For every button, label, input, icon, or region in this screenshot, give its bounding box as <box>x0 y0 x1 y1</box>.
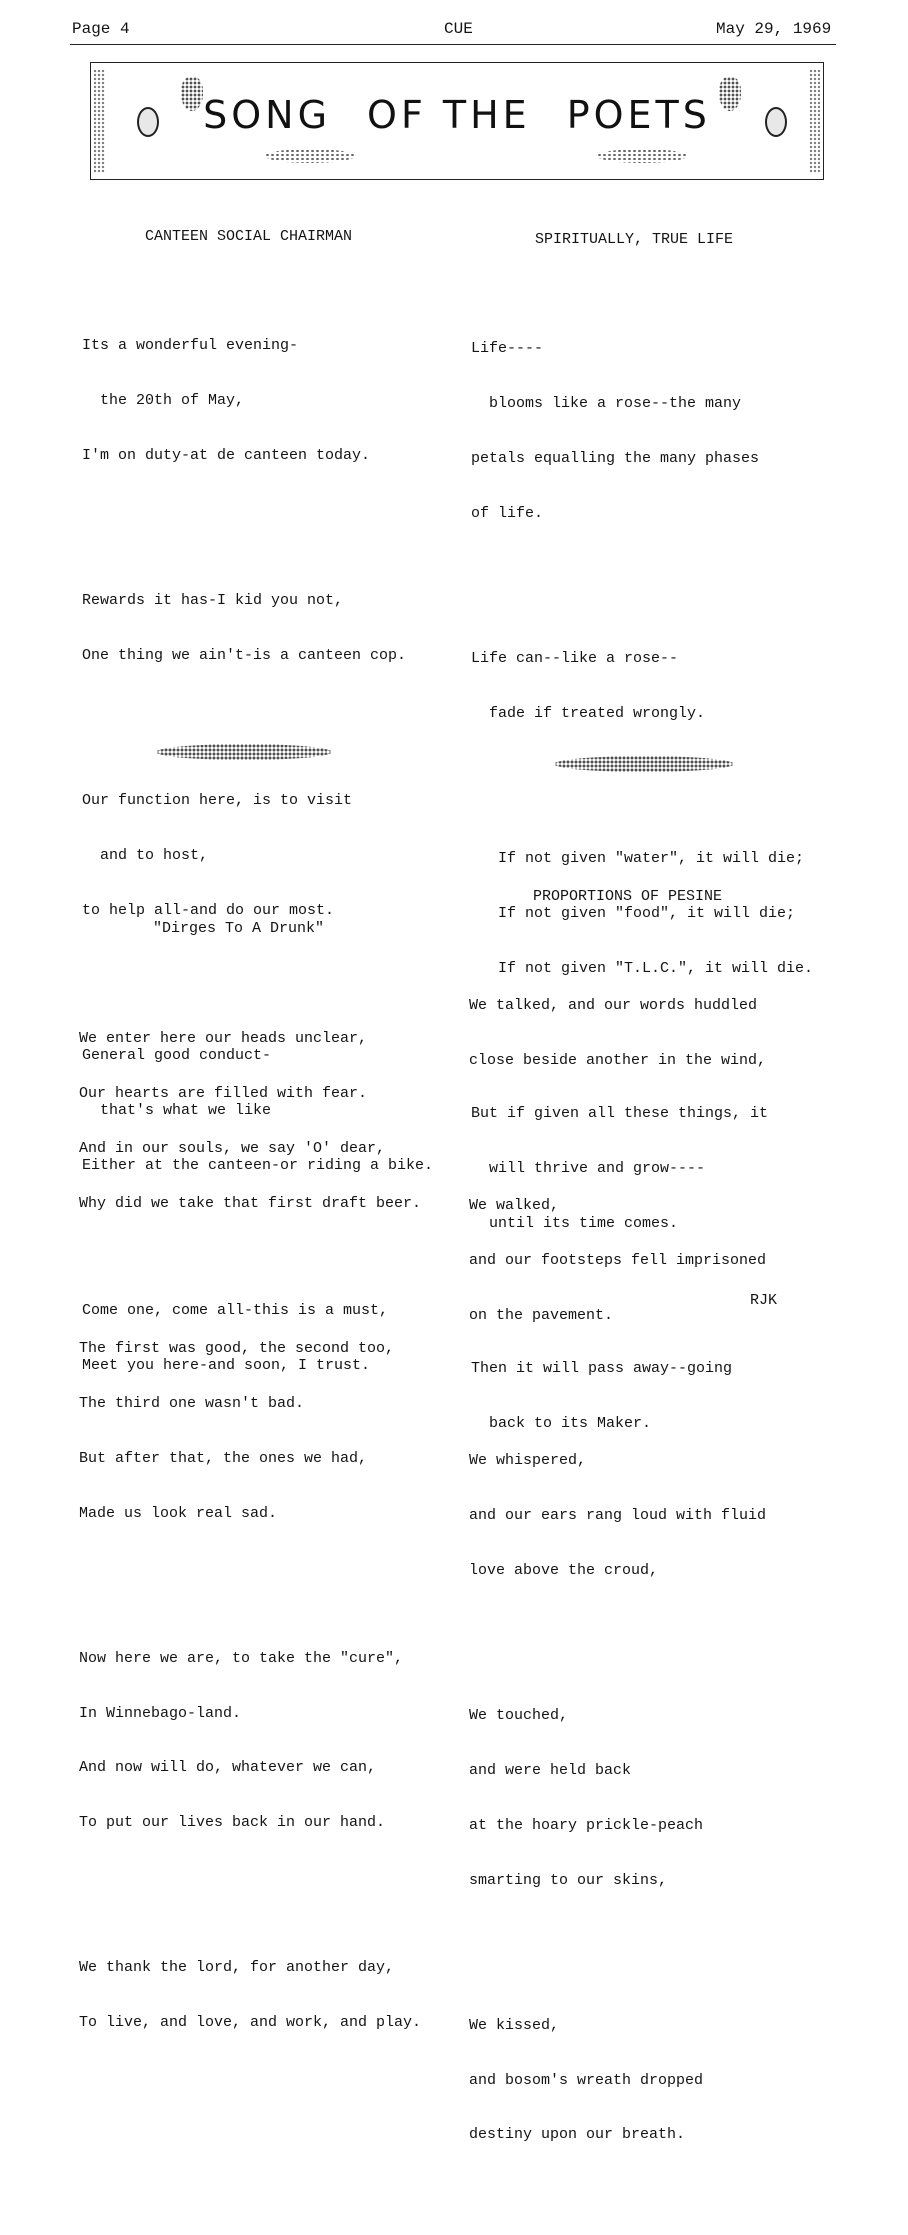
banner-title-word: OF THE <box>367 93 531 137</box>
stanza <box>469 1670 766 1926</box>
poem-line: smarting to our skins, <box>469 1871 668 1889</box>
poem-title: CANTEEN SOCIAL CHAIRMAN <box>145 228 353 245</box>
poem-line: Why did we take that first draft beer. <box>79 1194 422 1212</box>
stanza <box>79 1923 421 2069</box>
stanza <box>469 1980 766 2181</box>
poem-line: The third one wasn't bad. <box>79 1394 305 1412</box>
stanza <box>469 1415 766 1616</box>
poem-line: Its a wonderful evening- <box>82 337 299 355</box>
stanza <box>82 555 433 701</box>
poem-line: One thing we ain't-is a canteen cop. <box>82 646 407 664</box>
poem-line: and our footsteps fell imprisoned <box>469 1252 767 1270</box>
poem-line: close beside another in the wind, <box>469 1052 767 1070</box>
poem-line: We walked, <box>469 1197 560 1215</box>
poem-line: We enter here our heads unclear, <box>79 1030 368 1048</box>
stanza <box>82 301 433 502</box>
author-initials: RJK <box>750 1292 778 1309</box>
poem-line: and our ears rang loud with fluid <box>469 1506 767 1524</box>
stanza <box>471 613 813 759</box>
poem-line: fade if treated wrongly. <box>471 704 706 722</box>
poem-line: I'm on duty-at de canteen today. <box>82 446 371 464</box>
poem-line: We touched, <box>469 1706 569 1724</box>
poem-line: Our hearts are filled with fear. <box>79 1085 368 1103</box>
poem-line: The first was good, the second too, <box>79 1339 395 1357</box>
poem-line: We whispered, <box>469 1452 587 1470</box>
poem-line: Made us look real sad. <box>79 1504 278 1522</box>
poem-line: We talked, and our words huddled <box>469 997 758 1015</box>
page-number: Page 4 <box>72 20 130 38</box>
poem-line: In Winnebago-land. <box>79 1704 242 1722</box>
poem-line: If not given "food", it will die; <box>471 904 796 922</box>
poem-line: But if given all these things, it <box>471 1104 769 1122</box>
header-rule <box>70 44 836 45</box>
poem-line: Come one, come all-this is a must, <box>82 1301 389 1319</box>
stanza <box>79 1303 421 1559</box>
poem-line: Now here we are, to take the "cure", <box>79 1649 404 1667</box>
newspaper-name: CUE <box>444 20 473 38</box>
stanza <box>79 994 421 1250</box>
issue-date: May 29, 1969 <box>716 20 832 38</box>
poem-line: and bosom's wreath dropped <box>469 2071 704 2089</box>
divider-ornament-left-icon <box>156 744 332 760</box>
poem-line: Then it will pass away--going <box>471 1359 733 1377</box>
section-banner <box>90 62 824 180</box>
poem-line: And now will do, whatever we can, <box>79 1759 377 1777</box>
flourish-left-icon <box>265 149 355 163</box>
flourish-right-icon <box>597 149 687 163</box>
poem-line: and were held back <box>469 1761 632 1779</box>
poem-line: at the hoary prickle-peach <box>469 1816 704 1834</box>
poem-line: back to its Maker. <box>471 1414 652 1432</box>
poem-line: And in our souls, we say 'O' dear, <box>79 1139 386 1157</box>
stanza <box>79 1613 421 1869</box>
poem-line: Meet you here-and soon, I trust. <box>82 1356 371 1374</box>
poem-line: destiny upon our breath. <box>469 2126 686 2144</box>
poem-title: SPIRITUALLY, TRUE LIFE <box>535 231 734 248</box>
banner-title-word: POETS <box>566 93 711 137</box>
poem-line: If not given "T.L.C.", it will die. <box>471 959 814 977</box>
poem-line: Either at the canteen-or riding a bike. <box>82 1156 434 1174</box>
poem-line: Life---- <box>471 340 544 358</box>
poem-line: petals equalling the many phases <box>471 449 760 467</box>
poem-line: will thrive and grow---- <box>471 1159 706 1177</box>
banner-title-word: SONG <box>203 93 332 137</box>
poem-title: PROPORTIONS OF PESINE <box>533 888 723 905</box>
poem-line: love above the croud, <box>469 1561 659 1579</box>
stanza <box>469 961 766 1107</box>
poem-line: that's what we like <box>82 1101 272 1119</box>
stanza <box>471 304 813 560</box>
poem-line: of life. <box>471 504 544 522</box>
poem-line: If not given "water", it will die; <box>471 849 805 867</box>
poem-line: We kissed, <box>469 2016 560 2034</box>
poem-line: Our function here, is to visit <box>82 792 353 810</box>
banner-title <box>91 93 823 137</box>
poem-line: Rewards it has-I kid you not, <box>82 592 344 610</box>
poem-line: blooms like a rose--the many <box>471 395 742 413</box>
poem-line: the 20th of May, <box>82 392 245 410</box>
poem-line: until its time comes. <box>471 1214 679 1232</box>
poem-line: But after that, the ones we had, <box>79 1449 368 1467</box>
poem-line: General good conduct- <box>82 1046 272 1064</box>
poem-line: on the pavement. <box>469 1306 614 1324</box>
poem-line: to help all-and do our most. <box>82 901 335 919</box>
stanza <box>469 1161 766 1362</box>
poem-line: and to host, <box>82 846 209 864</box>
poem-line: Life can--like a rose-- <box>471 649 679 667</box>
poem-line: To live, and love, and work, and play. <box>79 2014 422 2032</box>
poem-title: "Dirges To A Drunk" <box>153 920 325 937</box>
poem-line: To put our lives back in our hand. <box>79 1814 386 1832</box>
poem-line: We thank the lord, for another day, <box>79 1959 395 1977</box>
divider-ornament-right-icon <box>554 756 734 772</box>
